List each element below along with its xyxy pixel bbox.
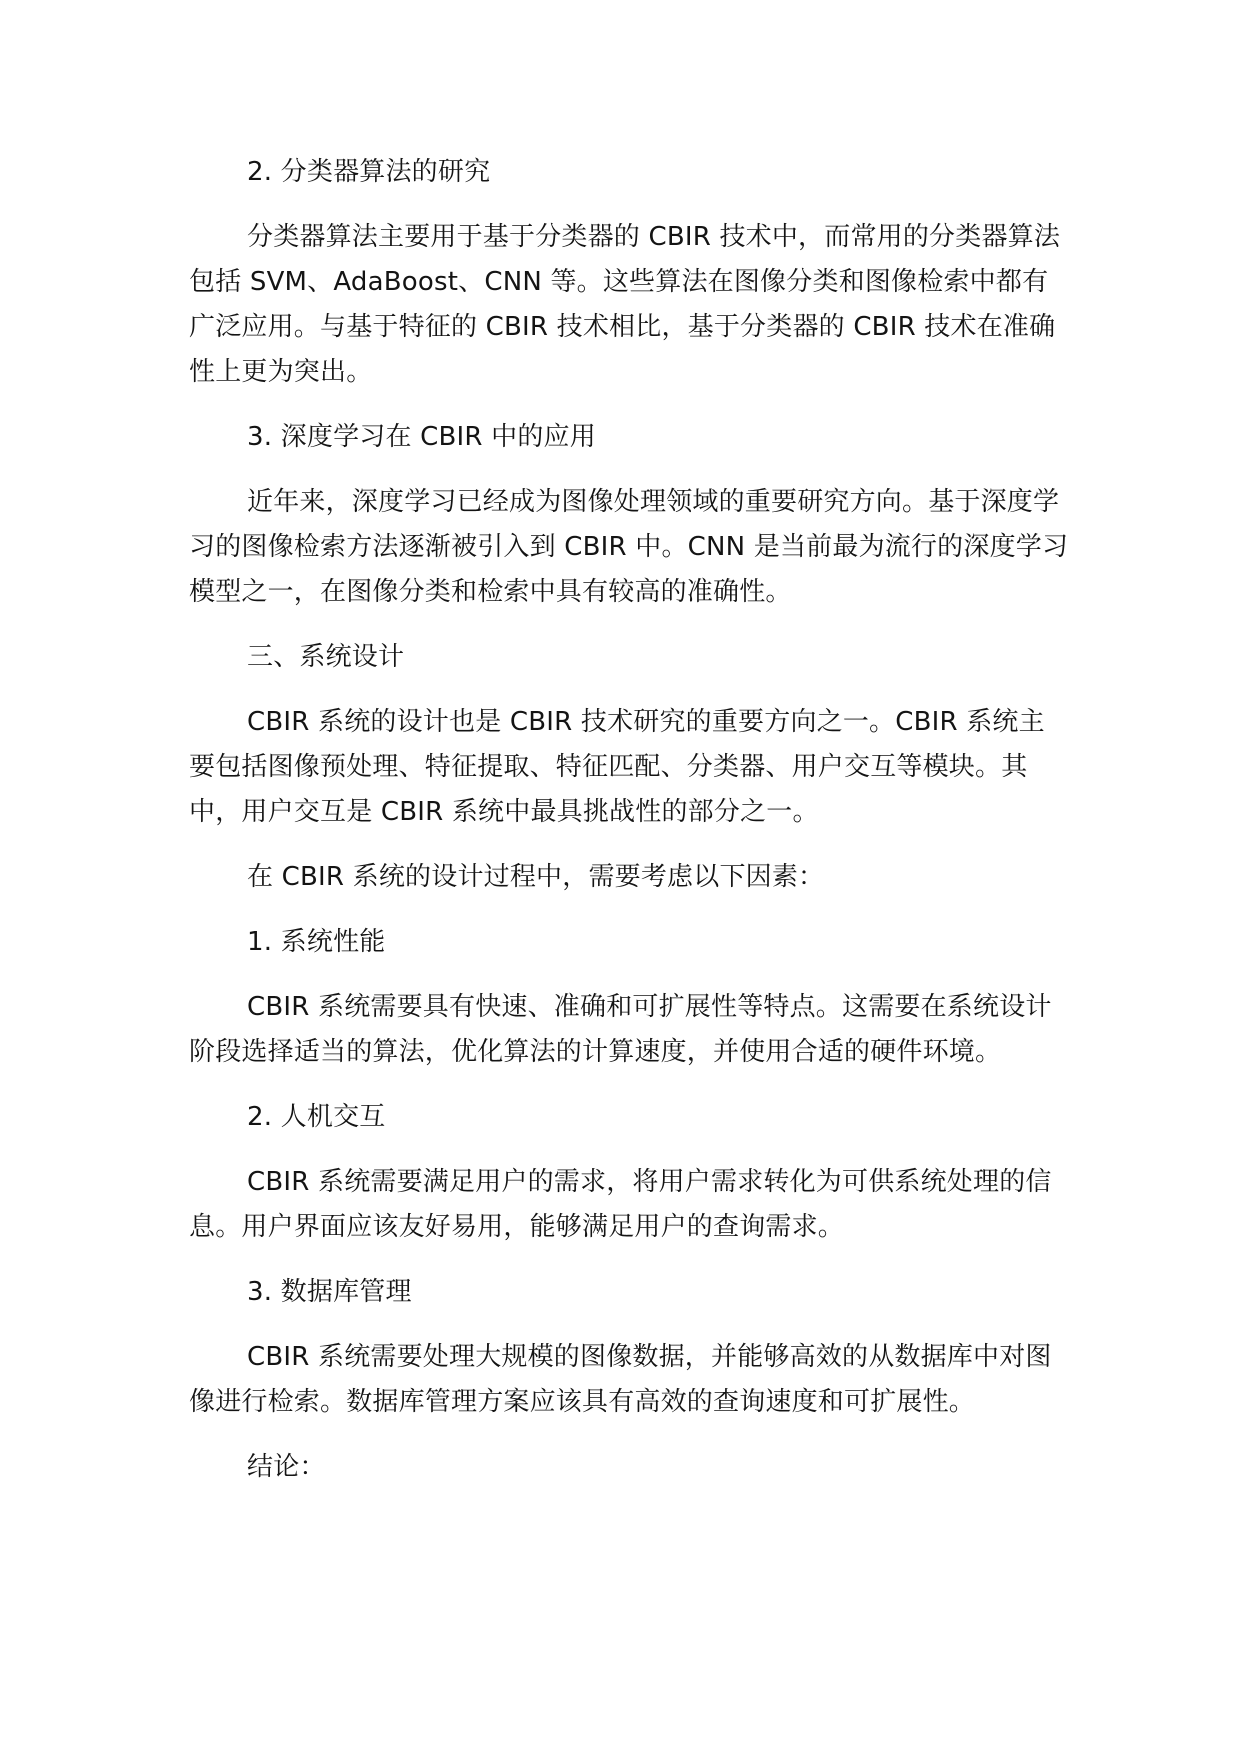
section-heading-database-management: 3. 数据库管理	[247, 1277, 412, 1307]
paragraph-deep-learning: 近年来，深度学习已经成为图像处理领域的重要研究方向。基于深度学习的图像检索方法逐渐被引入到 CBIR 中。CNN 是当前最为流行的深度学习模型之一，在图像分类和检索中具有较高的准确性。	[189, 487, 1069, 607]
section-heading-system-design: 三、系统设计	[247, 642, 405, 672]
section-heading-conclusion: 结论：	[247, 1452, 326, 1482]
section-heading-classifier-algorithms: 2. 分类器算法的研究	[247, 157, 491, 187]
paragraph-human-computer-interaction: CBIR 系统需要满足用户的需求，将用户需求转化为可供系统处理的信息。用户界面应该友好易用，能够满足用户的查询需求。	[189, 1167, 1052, 1242]
document-body	[189, 150, 1069, 1510]
paragraph-database-management: CBIR 系统需要处理大规模的图像数据，并能够高效的从数据库中对图像进行检索。数据库管理方案应该具有高效的查询速度和可扩展性。	[189, 1342, 1052, 1417]
paragraph-system-performance: CBIR 系统需要具有快速、准确和可扩展性等特点。这需要在系统设计阶段选择适当的算法，优化算法的计算速度，并使用合适的硬件环境。	[189, 992, 1052, 1067]
section-heading-human-computer-interaction: 2. 人机交互	[247, 1102, 386, 1132]
paragraph-classifier-algorithms: 分类器算法主要用于基于分类器的 CBIR 技术中，而常用的分类器算法包括 SVM、AdaBoost、CNN 等。这些算法在图像分类和图像检索中都有广泛应用。与基于特征的 CBIR 技术相比，基于分类器的 CBIR 技术在准确性上更为突出。	[189, 222, 1061, 387]
section-heading-deep-learning: 3. 深度学习在 CBIR 中的应用	[247, 422, 596, 452]
paragraph-design-factors-intro: 在 CBIR 系统的设计过程中，需要考虑以下因素：	[247, 862, 825, 892]
paragraph-system-design: CBIR 系统的设计也是 CBIR 技术研究的重要方向之一。CBIR 系统主要包括图像预处理、特征提取、特征匹配、分类器、用户交互等模块。其中，用户交互是 CBIR 系统中最具挑战性的部分之一。	[189, 707, 1045, 827]
section-heading-system-performance: 1. 系统性能	[247, 927, 386, 957]
